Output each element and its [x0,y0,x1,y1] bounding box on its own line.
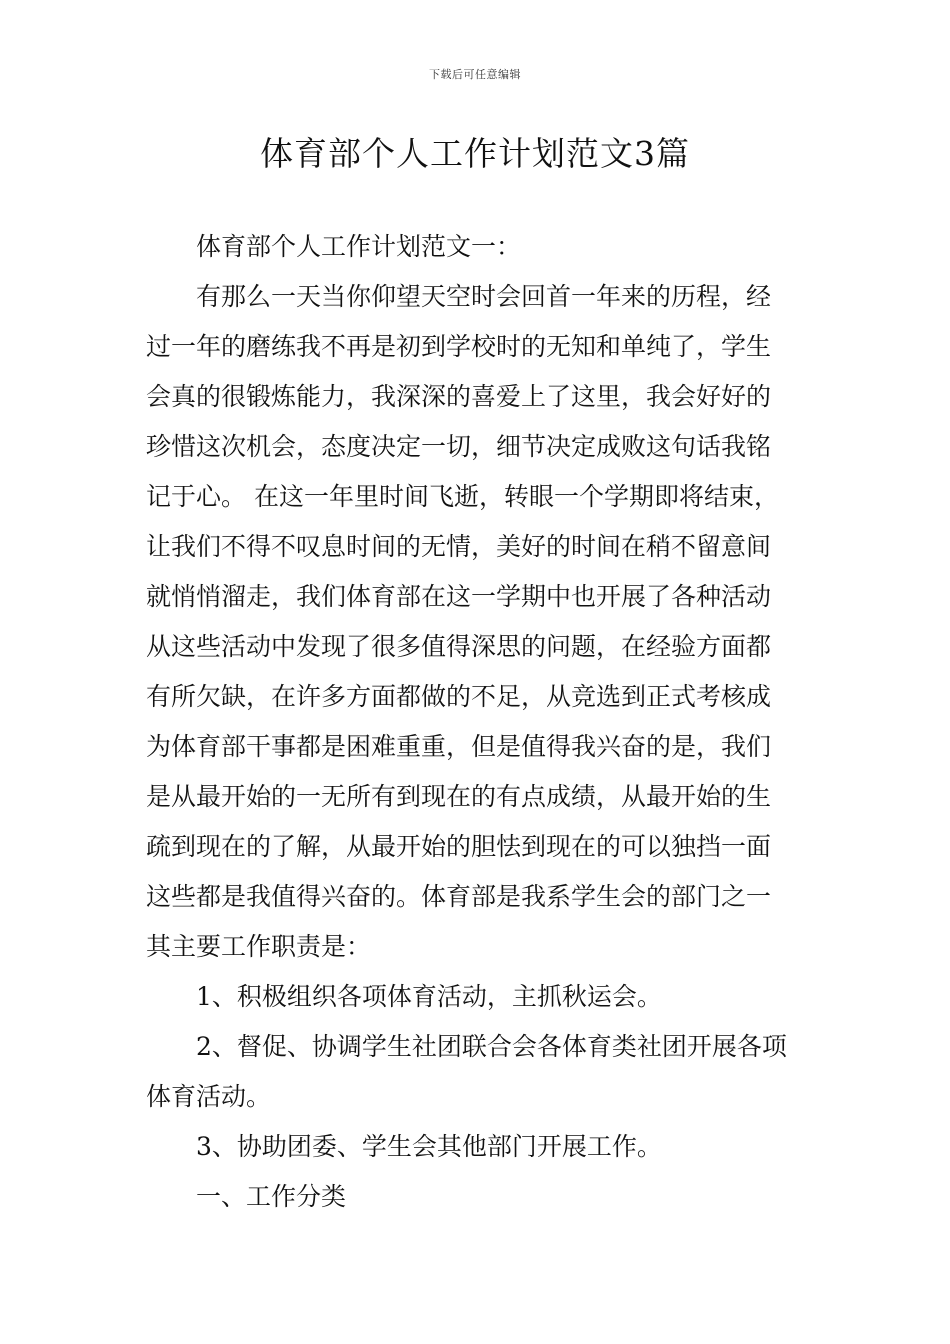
paragraph-line: 让我们不得不叹息时间的无情，美好的时间在稍不留意间 [146,532,772,561]
paragraph-line: 就悄悄溜走，我们体育部在这一学期中也开展了各种活动 [146,582,772,611]
paragraph-line: 有那么一天当你仰望天空时会回首一年来的历程，经 [196,282,772,311]
paragraph-line: 记于心。 在这一年里时间飞逝，转眼一个学期即将结束， [146,482,779,511]
subheading-work-categories [146,1172,806,1222]
section-heading [146,222,806,272]
duty-item-2 [146,1022,806,1122]
main-paragraph [146,272,806,972]
paragraph-line: 珍惜这次机会，态度决定一切，细节决定成败这句话我铭 [146,432,772,461]
paragraph-line: 这些都是我值得兴奋的。体育部是我系学生会的部门之一 [146,882,772,911]
duty-item-3 [146,1122,806,1172]
duty-item-2-line: 体育活动。 [146,1082,272,1111]
paragraph-line: 会真的很锻炼能力，我深深的喜爱上了这里，我会好好的 [146,382,772,411]
duty-item-2-line: 2、督促、协调学生社团联合会各体育类社团开展各项 [196,1032,787,1061]
paragraph-line: 为体育部干事都是困难重重，但是值得我兴奋的是，我们 [146,732,772,761]
duty-item-1 [146,972,806,1022]
paragraph-line: 过一年的磨练我不再是初到学校时的无知和单纯了，学生 [146,332,772,361]
section-heading-text: 体育部个人工作计划范文一： [196,232,522,261]
document-title: 体育部个人工作计划范文3篇 [260,134,690,173]
duty-item-3-text: 3、协助团委、学生会其他部门开展工作。 [196,1132,662,1161]
paragraph-line: 是从最开始的一无所有到现在的有点成绩，从最开始的生 [146,782,772,811]
duty-item-1-text: 1、积极组织各项体育活动，主抓秋运会。 [196,982,662,1011]
paragraph-line: 疏到现在的了解，从最开始的胆怯到现在的可以独挡一面 [146,832,772,861]
subheading-text: 一、工作分类 [196,1182,347,1211]
header-note: 下载后可任意编辑 [429,68,521,81]
document-body [146,222,806,1222]
paragraph-line: 从这些活动中发现了很多值得深思的问题，在经验方面都 [146,632,772,661]
paragraph-line: 有所欠缺，在许多方面都做的不足，从竞选到正式考核成 [146,682,772,711]
paragraph-line: 其主要工作职责是： [146,932,372,961]
